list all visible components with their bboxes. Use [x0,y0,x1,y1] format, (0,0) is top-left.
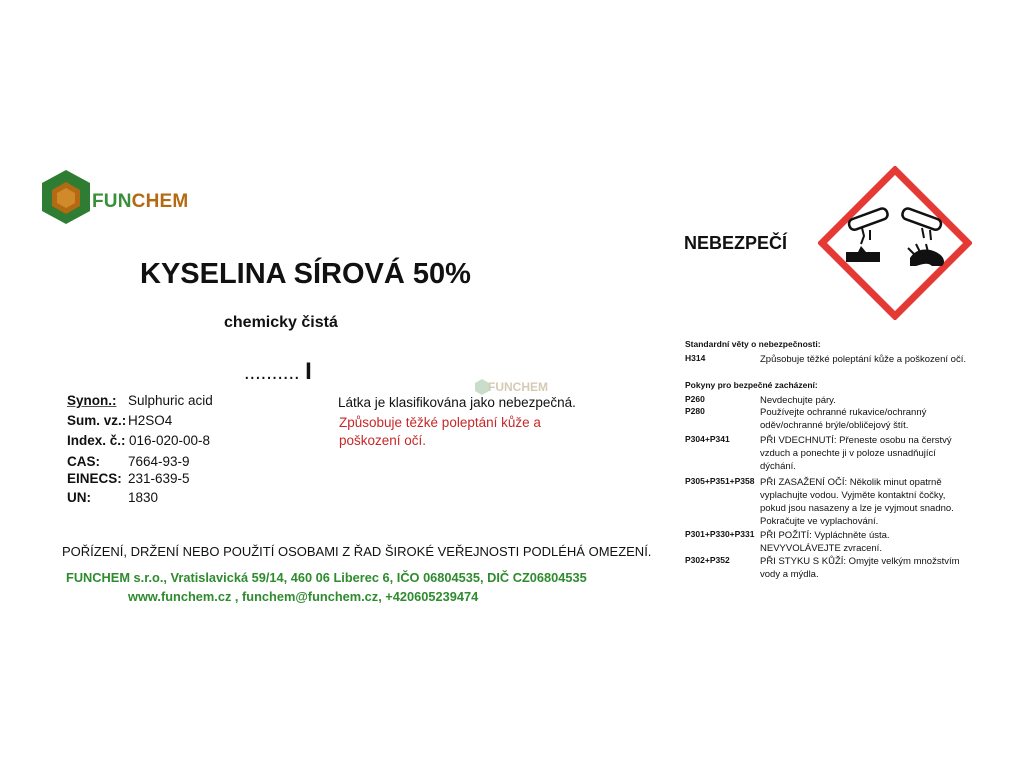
signal-word: NEBEZPEČÍ [684,233,788,253]
prop-key: Sum. vz.: [67,413,127,428]
precaution-text: PŘI ZASAŽENÍ OČÍ: Několik minut opatrně vyplachujte vodou. Vyjměte kontaktní čočky, pokud jsou nasazeny a lze je vyjmout snadno. Pokračujte ve vyplachování. [760,477,954,527]
precautions-heading: Pokyny pro bezpečné zacházení: [685,380,818,390]
logo-text: FUNCHEM [92,191,189,212]
prop-key: CAS: [67,454,100,469]
precaution-text: Používejte ochranné rukavice/ochranný oděv/ochranné brýle/obličejový štít. [760,407,927,431]
hazard-code: H314 [685,353,706,363]
product-name: KYSELINA SÍROVÁ 50% [140,258,471,290]
prop-value: 7664-93-9 [128,454,190,469]
prop-value: 1830 [128,490,159,505]
prop-value: Sulphuric acid [128,393,213,408]
precaution-text: PŘI VDECHNUTÍ: Přeneste osobu na čerstvý vzduch a ponechte ji v poloze usnadňující dýchání. [760,435,952,472]
precaution-code: P304+P341 [685,434,730,444]
prop-key: EINECS: [67,471,122,486]
precaution-text: PŘI POŽITÍ: Vypláchněte ústa. NEVYVOLÁVEJTE zvracení. [760,530,890,554]
precaution-code: P260 [685,394,705,404]
restriction-notice: POŘÍZENÍ, DRŽENÍ NEBO POUŽITÍ OSOBAMI Z ŘAD ŠIROKÉ VEŘEJNOSTI PODLÉHÁ OMEZENÍ. [62,544,652,559]
corrosion-icon [818,166,972,320]
prop-key: UN: [67,490,91,505]
precaution-code: P305+P351+P358 [685,476,755,486]
funchem-logo [40,168,220,226]
prop-key: Synon.: [67,393,117,408]
precaution-text: PŘI STYKU S KŮŽÍ: Omyjte velkým množstvím vody a mýdla. [760,556,960,580]
company-info: FUNCHEM s.r.o., Vratislavická 59/14, 460 06 Liberec 6, IČO 06804535, DIČ CZ06804535 [66,570,587,585]
precaution-text: Nevdechujte páry. [760,395,836,406]
watermark-text: FUNCHEM [488,380,548,394]
hazard-statements-heading: Standardní věty o nebezpečnosti: [685,339,821,349]
classification-statement: Látka je klasifikována jako nebezpečná. [338,395,576,410]
hexagon-logo-icon [40,168,92,226]
prop-value: 231-639-5 [128,471,190,486]
precaution-code: P301+P330+P331 [685,529,755,539]
danger-statement: Způsobuje těžké poleptání kůže a poškození očí. [339,415,541,448]
prop-value: 016-020-00-8 [129,433,211,448]
hazard-text: Způsobuje těžké poleptání kůže a poškození očí. [760,354,966,365]
class-mark: .......... I [244,358,312,385]
prop-value: H2SO4 [128,413,173,428]
contact-info: www.funchem.cz , funchem@funchem.cz, +420605239474 [128,589,479,604]
precaution-code: P302+P352 [685,555,730,565]
precaution-code: P280 [685,406,705,416]
prop-key: Index. č.: [67,433,126,448]
product-grade: chemicky čistá [224,314,338,331]
